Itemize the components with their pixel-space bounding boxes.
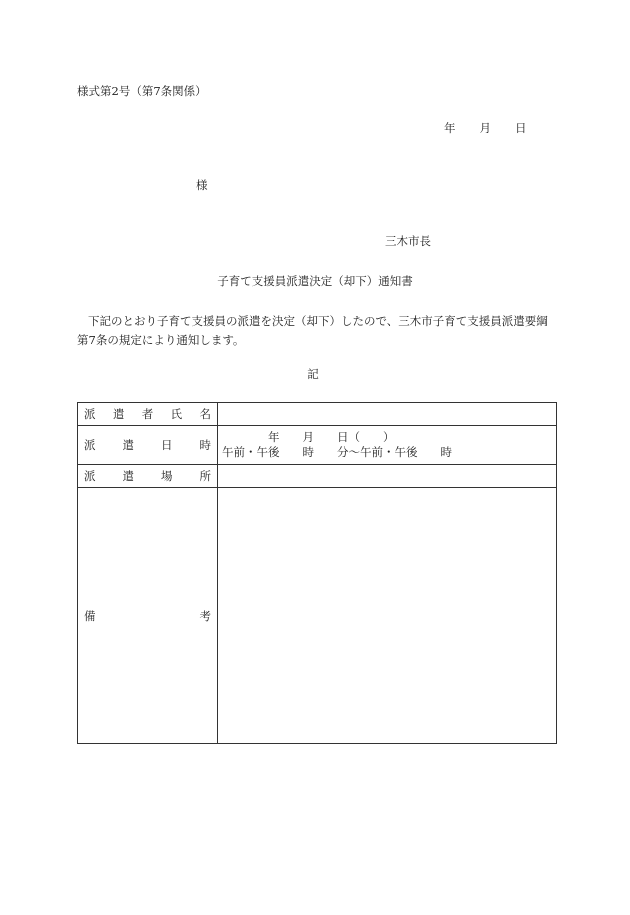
remarks-label bbox=[78, 488, 218, 744]
remarks-field[interactable] bbox=[218, 488, 557, 744]
label-char: 派 bbox=[84, 438, 96, 452]
label-char: 派 bbox=[84, 469, 96, 483]
addressee-honorific: 様 bbox=[196, 178, 208, 192]
form-number: 様式第2号（第7条関係） bbox=[77, 84, 207, 98]
dispatch-datetime-field[interactable] bbox=[218, 426, 557, 465]
dispatch-place-label bbox=[78, 465, 218, 488]
label-char: 遣 bbox=[112, 407, 125, 421]
detail-table bbox=[77, 402, 557, 744]
label-char: 備 bbox=[84, 608, 96, 623]
table-row-dispatch-datetime bbox=[78, 426, 557, 465]
label-char: 氏 bbox=[170, 407, 183, 421]
label-char: 場 bbox=[161, 469, 173, 483]
table-row-remarks bbox=[78, 488, 557, 744]
date-line bbox=[444, 123, 527, 135]
label-char: 考 bbox=[199, 608, 211, 623]
dispatch-datetime-label bbox=[78, 426, 218, 465]
table-row-dispatcher-name bbox=[78, 403, 557, 426]
table-row-dispatch-place bbox=[78, 465, 557, 488]
ki-heading: 記 bbox=[307, 367, 319, 381]
label-char: 者 bbox=[141, 407, 154, 421]
body-text: 下記のとおり子育て支援員の派遣を決定（却下）したので、三木市子育て支援員派遣要綱第7条の規定により通知します。 bbox=[77, 314, 548, 347]
label-char: 所 bbox=[199, 469, 211, 483]
date-year-label: 年 bbox=[444, 121, 456, 135]
date-month-label: 月 bbox=[479, 121, 491, 135]
label-char: 遣 bbox=[122, 469, 134, 483]
label-char: 遣 bbox=[122, 438, 134, 452]
document-title: 子育て支援員派遣決定（却下）通知書 bbox=[217, 274, 413, 288]
dispatch-date-template: 年 月 日（ ） bbox=[268, 430, 395, 444]
dispatch-place-field[interactable] bbox=[218, 465, 557, 488]
date-day-label: 日 bbox=[515, 121, 527, 135]
issuer-name: 三木市長 bbox=[385, 234, 431, 248]
label-char: 名 bbox=[199, 407, 211, 421]
dispatcher-name-field[interactable] bbox=[218, 403, 557, 426]
dispatch-time-template: 午前・午後 時 分～午前・午後 時 bbox=[222, 445, 452, 459]
label-char: 日 bbox=[161, 438, 173, 452]
dispatcher-name-label bbox=[78, 403, 218, 426]
label-char: 時 bbox=[199, 438, 211, 452]
label-char: 派 bbox=[84, 407, 96, 421]
